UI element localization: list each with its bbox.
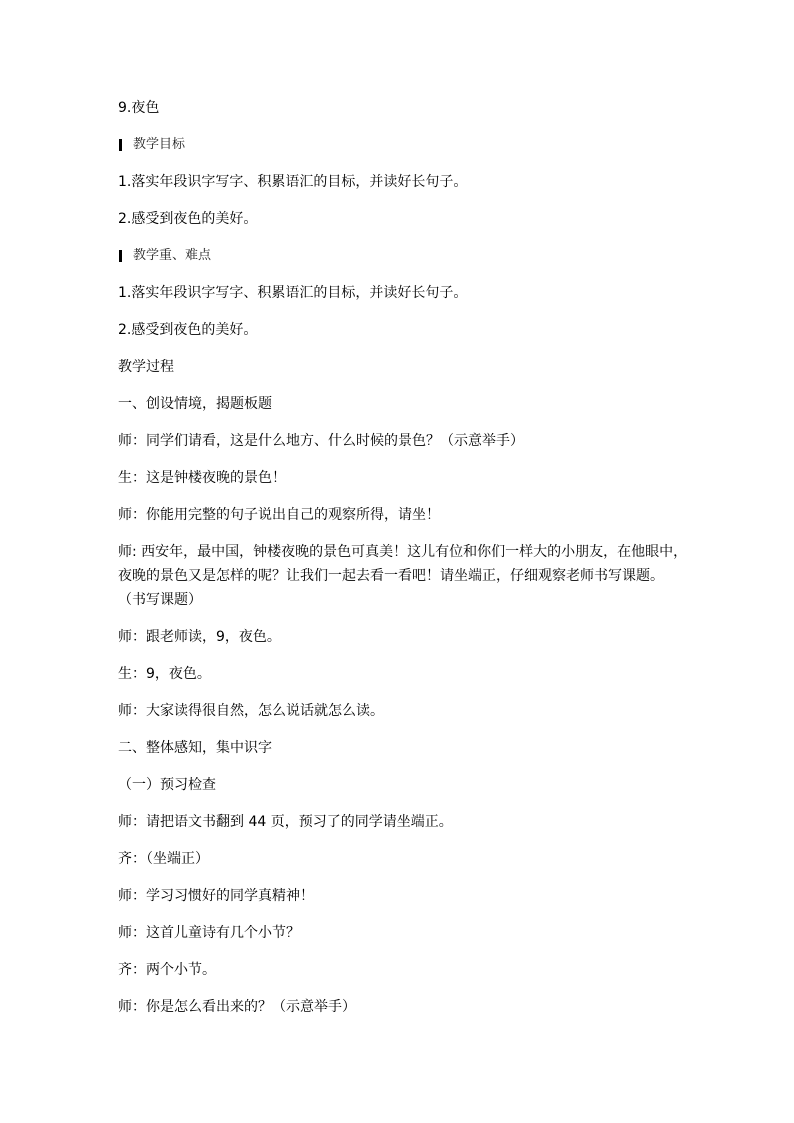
objective-item: 1.落实年段识字写字、积累语汇的目标，并读好长句子。 (118, 174, 468, 190)
objectives-heading (118, 133, 678, 157)
objective-item: 2.感受到夜色的美好。 (118, 211, 258, 227)
dialogue-line: 夜晚的景色又是怎样的呢？让我们一起去看一看吧！请坐端正，仔细观察老师书写课题。 (118, 568, 664, 584)
sub-one-heading: （一）预习检查 (118, 777, 216, 793)
dialogue-line: 生：这是钟楼夜晚的景色！ (118, 470, 286, 486)
dialogue-line: 师：请把语文书翻到 44 页，预习了的同学请坐端正。 (118, 814, 453, 830)
dialogue-line: 生：9，夜色。 (118, 666, 211, 682)
key-point-item: 1.落实年段识字写字、积累语汇的目标，并读好长句子。 (118, 285, 468, 301)
dialogue-line: 师：这首儿童诗有几个小节？ (118, 925, 300, 941)
part-one-heading: 一、创设情境，揭题板题 (118, 396, 272, 412)
key-points-heading (118, 244, 678, 268)
heading-bar-icon (119, 139, 122, 151)
dialogue-line: 齐：两个小节。 (118, 962, 216, 978)
key-point-item: 2.感受到夜色的美好。 (118, 322, 258, 338)
key-points-heading-text: 教学重、难点 (133, 248, 212, 263)
dialogue-line: 师：大家读得很自然，怎么说话就怎么读。 (118, 703, 384, 719)
document-body (118, 96, 688, 1019)
part-two-heading: 二、整体感知，集中识字 (118, 740, 272, 756)
dialogue-line: 齐：（坐端正） (118, 851, 209, 867)
dialogue-line: 师：跟老师读，9，夜色。 (118, 629, 281, 645)
dialogue-line: 师：你是怎么看出来的？（示意举手） (118, 999, 356, 1015)
dialogue-line: 师：学习习惯好的同学真精神！ (118, 888, 314, 904)
objectives-heading-text: 教学目标 (133, 137, 186, 152)
dialogue-paragraph (118, 540, 688, 612)
heading-bar-icon (119, 250, 122, 262)
dialogue-line: （书写课题） (118, 592, 202, 608)
dialogue-line: 师：你能用完整的句子说出自己的观察所得，请坐！ (118, 507, 440, 523)
lesson-title: 9.夜色 (118, 100, 160, 116)
process-heading: 教学过程 (118, 359, 174, 375)
dialogue-line: 师：同学们请看，这是什么地方、什么时候的景色？（示意举手） (118, 433, 524, 449)
dialogue-line: 师: 西安年，最中国，钟楼夜晚的景色可真美！这儿有位和你们一样大的小朋友，在他眼中， (118, 544, 688, 560)
